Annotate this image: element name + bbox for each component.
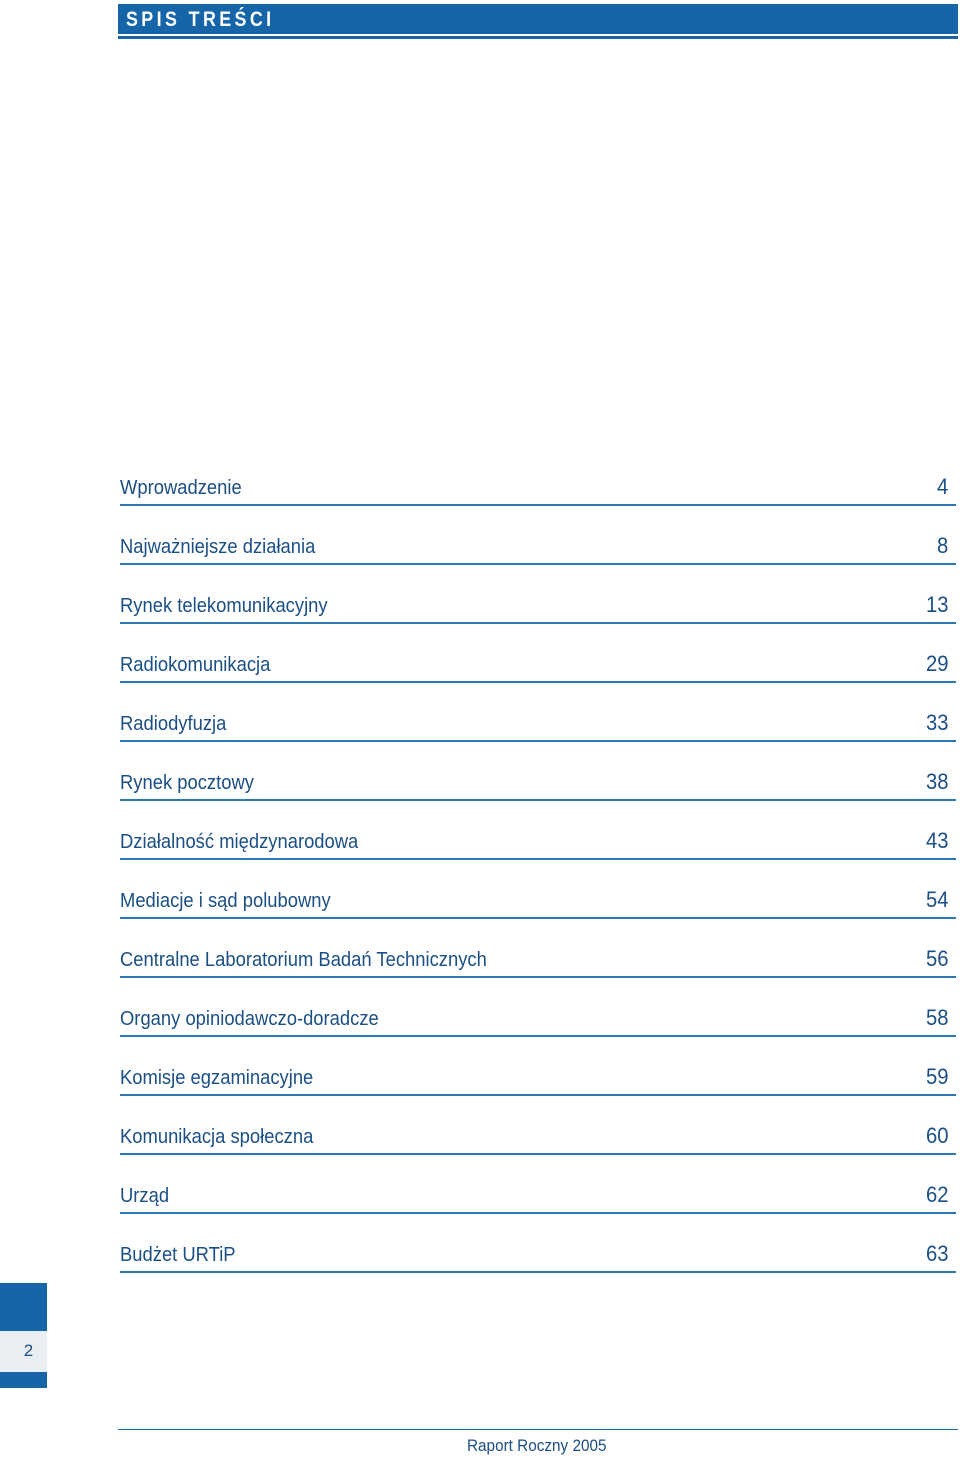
toc-entry[interactable] bbox=[120, 468, 956, 527]
header-divider bbox=[118, 36, 958, 39]
toc-entry-page: 54 bbox=[925, 887, 948, 912]
toc-entry[interactable] bbox=[120, 704, 956, 763]
toc-entry-label: Centralne Laboratorium Badań Technicznych bbox=[120, 949, 487, 971]
toc-entry[interactable] bbox=[120, 1058, 956, 1117]
toc-entry-page: 62 bbox=[925, 1182, 948, 1207]
table-of-contents bbox=[120, 468, 956, 1294]
toc-entry-page: 29 bbox=[925, 651, 948, 676]
toc-entry-page: 38 bbox=[925, 769, 948, 794]
toc-entry[interactable] bbox=[120, 763, 956, 822]
toc-entry-rule bbox=[120, 622, 956, 624]
page-tab-top-block bbox=[0, 1283, 47, 1331]
toc-entry-rule bbox=[120, 1153, 956, 1155]
toc-entry[interactable] bbox=[120, 881, 956, 940]
page-title: SPIS TREŚCI bbox=[126, 8, 275, 31]
toc-entry[interactable] bbox=[120, 527, 956, 586]
toc-entry-label: Wprowadzenie bbox=[120, 477, 242, 499]
toc-entry-page: 33 bbox=[925, 710, 948, 735]
toc-entry-page: 58 bbox=[925, 1005, 948, 1030]
toc-entry-label: Radiokomunikacja bbox=[120, 654, 271, 676]
toc-entry-label: Najważniejsze działania bbox=[120, 536, 316, 558]
toc-entry-label: Mediacje i sąd polubowny bbox=[120, 890, 331, 912]
toc-entry-label: Budżet URTiP bbox=[120, 1244, 236, 1266]
toc-entry-label: Organy opiniodawczo-doradcze bbox=[120, 1008, 379, 1030]
toc-entry-rule bbox=[120, 563, 956, 565]
toc-entry-rule bbox=[120, 917, 956, 919]
footer-divider bbox=[118, 1429, 958, 1430]
toc-entry-page: 13 bbox=[925, 592, 948, 617]
toc-entry-rule bbox=[120, 1212, 956, 1214]
toc-entry-rule bbox=[120, 976, 956, 978]
toc-entry-page: 43 bbox=[925, 828, 948, 853]
page-tab-bottom-block bbox=[0, 1372, 47, 1388]
toc-entry-rule bbox=[120, 1271, 956, 1273]
toc-entry[interactable] bbox=[120, 999, 956, 1058]
toc-entry-rule bbox=[120, 1035, 956, 1037]
toc-entry[interactable] bbox=[120, 645, 956, 704]
toc-entry-page: 8 bbox=[936, 533, 948, 558]
toc-entry-page: 56 bbox=[925, 946, 948, 971]
footer-text: Raport Roczny 2005 bbox=[467, 1436, 607, 1455]
toc-entry-rule bbox=[120, 1094, 956, 1096]
toc-entry[interactable] bbox=[120, 1117, 956, 1176]
toc-entry-rule bbox=[120, 799, 956, 801]
toc-entry-rule bbox=[120, 681, 956, 683]
toc-entry-label: Rynek telekomunikacyjny bbox=[120, 595, 328, 617]
header-bar bbox=[118, 4, 958, 34]
toc-entry-page: 63 bbox=[925, 1241, 948, 1266]
toc-entry-label: Działalność międzynarodowa bbox=[120, 831, 359, 853]
toc-entry-rule bbox=[120, 858, 956, 860]
toc-entry[interactable] bbox=[120, 586, 956, 645]
toc-entry[interactable] bbox=[120, 822, 956, 881]
toc-entry[interactable] bbox=[120, 1176, 956, 1235]
page-number: 2 bbox=[23, 1341, 34, 1360]
toc-entry-label: Komunikacja społeczna bbox=[120, 1126, 314, 1148]
toc-entry-label: Rynek pocztowy bbox=[120, 772, 254, 794]
toc-entry[interactable] bbox=[120, 940, 956, 999]
page-number-tab bbox=[0, 1283, 47, 1388]
toc-entry-page: 60 bbox=[925, 1123, 948, 1148]
toc-entry[interactable] bbox=[120, 1235, 956, 1294]
toc-entry-label: Urząd bbox=[120, 1185, 170, 1207]
toc-entry-rule bbox=[120, 504, 956, 506]
toc-entry-label: Radiodyfuzja bbox=[120, 713, 227, 735]
toc-entry-rule bbox=[120, 740, 956, 742]
toc-entry-page: 4 bbox=[936, 474, 948, 499]
toc-entry-label: Komisje egzaminacyjne bbox=[120, 1067, 314, 1089]
toc-entry-page: 59 bbox=[925, 1064, 948, 1089]
